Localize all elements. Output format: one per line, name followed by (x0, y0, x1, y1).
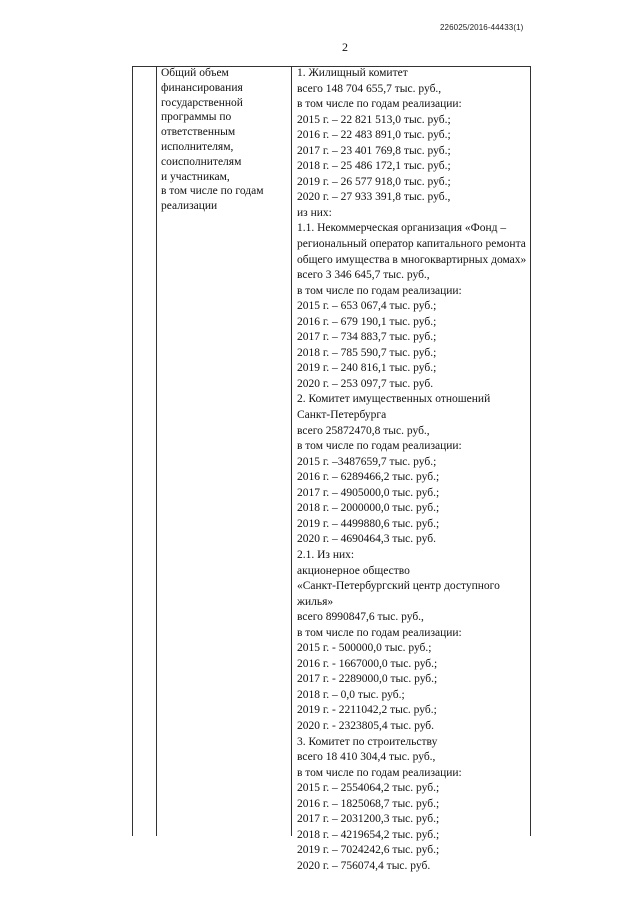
label-line: финансирования (161, 81, 243, 94)
content-line: 2015 г. – 653 067,4 тыс. руб.; (297, 300, 437, 313)
content-line: всего 25872470,8 тыс. руб., (297, 424, 430, 437)
content-line: всего 148 704 655,7 тыс. руб., (297, 82, 442, 95)
content-line: 2017 г. – 2031200,3 тыс. руб.; (297, 813, 440, 826)
content-line: 2019 г. – 26 577 918,0 тыс. руб.; (297, 175, 451, 188)
content-line: 2020 г. – 4690464,3 тыс. руб. (297, 533, 436, 546)
content-line: в том числе по годам реализации: (297, 626, 462, 639)
content-line: Санкт-Петербурга (297, 409, 387, 422)
label-line: реализации (161, 200, 218, 213)
label-line: и участникам, (161, 170, 230, 183)
table-border-right (530, 66, 531, 836)
content-line: 2016 г. - 1667000,0 тыс. руб.; (297, 657, 438, 670)
content-line: 2. Комитет имущественных отношений (297, 393, 491, 406)
page-number: 2 (342, 40, 348, 54)
content-line: 2020 г. – 27 933 391,8 тыс. руб., (297, 191, 451, 204)
content-line: 2020 г. – 756074,4 тыс. руб. (297, 859, 431, 872)
content-line: 2016 г. – 1825068,7 тыс. руб.; (297, 797, 440, 810)
content-line: всего 18 410 304,4 тыс. руб., (297, 751, 436, 764)
content-line: из них: (297, 206, 332, 219)
content-line: 2016 г. – 6289466,2 тыс. руб.; (297, 471, 440, 484)
content-line: 2018 г. – 785 590,7 тыс. руб.; (297, 346, 437, 359)
content-line: 2015 г. – 22 821 513,0 тыс. руб.; (297, 113, 451, 126)
table-label-cell (161, 66, 289, 214)
content-line: 2019 г. – 4499880,6 тыс. руб.; (297, 517, 440, 530)
document-id: 226025/2016-44433(1) (440, 23, 524, 32)
content-line: 2017 г. – 734 883,7 тыс. руб.; (297, 331, 437, 344)
label-line: государственной (161, 96, 243, 109)
content-line: всего 8990847,6 тыс. руб., (297, 611, 424, 624)
content-line: 2015 г. - 500000,0 тыс. руб.; (297, 642, 432, 655)
content-line: общего имущества в многоквартирных домах» (297, 253, 527, 266)
content-line: в том числе по годам реализации: (297, 440, 462, 453)
financing-table (132, 66, 531, 872)
table-border-left (132, 66, 133, 836)
content-line: 2020 г. - 2323805,4 тыс. руб. (297, 719, 435, 732)
label-line: ответственным (161, 126, 236, 139)
content-line: в том числе по годам реализации: (297, 284, 462, 297)
content-line: акционерное общество (297, 564, 410, 577)
content-line: 2018 г. – 25 486 172,1 тыс. руб.; (297, 160, 451, 173)
table-content-cell (297, 66, 529, 874)
label-line: соисполнителям (161, 155, 242, 168)
content-line: 2018 г. – 2000000,0 тыс. руб.; (297, 502, 440, 515)
content-line: 2016 г. – 22 483 891,0 тыс. руб.; (297, 129, 451, 142)
content-line: 2020 г. – 253 097,7 тыс. руб. (297, 377, 434, 390)
content-line: 2019 г. - 2211042,2 тыс. руб.; (297, 704, 437, 717)
content-line: всего 3 346 645,7 тыс. руб., (297, 269, 430, 282)
content-line: 2017 г. – 4905000,0 тыс. руб.; (297, 486, 440, 499)
label-line: Общий объем (161, 67, 229, 79)
content-line: 2018 г. – 0,0 тыс. руб.; (297, 688, 405, 701)
content-line: в том числе по годам реализации: (297, 766, 462, 779)
content-line: 2018 г. – 4219654,2 тыс. руб.; (297, 828, 440, 841)
content-line: 1.1. Некоммерческая организация «Фонд – (297, 222, 507, 235)
content-line: 3. Комитет по строительству (297, 735, 438, 748)
content-line: 2015 г. –3487659,7 тыс. руб.; (297, 455, 437, 468)
content-line: «Санкт-Петербургский центр доступного (297, 580, 500, 593)
content-line: 2017 г. – 23 401 769,8 тыс. руб.; (297, 144, 451, 157)
content-line: жилья» (297, 595, 334, 608)
content-line: 2015 г. – 2554064,2 тыс. руб.; (297, 782, 440, 795)
table-border-col1 (156, 66, 157, 836)
label-line: исполнителям, (161, 140, 234, 153)
content-line: 2.1. Из них: (297, 548, 355, 561)
content-line: региональный оператор капитального ремонта (297, 238, 526, 251)
content-line: 1. Жилищный комитет (297, 67, 408, 79)
content-line: 2017 г. - 2289000,0 тыс. руб.; (297, 673, 438, 686)
label-line: в том числе по годам (161, 185, 264, 198)
content-line: 2019 г. – 240 816,1 тыс. руб.; (297, 362, 437, 375)
content-line: 2019 г. – 7024242,6 тыс. руб.; (297, 844, 440, 857)
table-border-col2 (291, 66, 292, 836)
label-line: программы по (161, 111, 232, 124)
content-line: в том числе по годам реализации: (297, 98, 462, 111)
content-line: 2016 г. – 679 190,1 тыс. руб.; (297, 315, 437, 328)
